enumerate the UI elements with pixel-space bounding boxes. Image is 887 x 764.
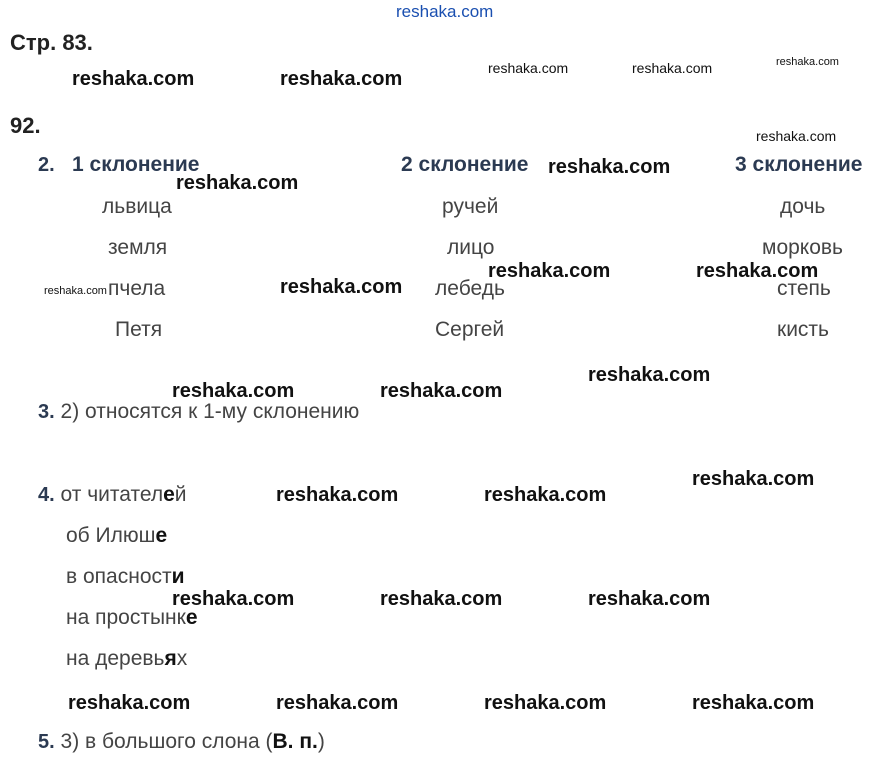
task-4-line-3 <box>66 565 185 589</box>
word-lvitsa: львица <box>102 195 172 218</box>
line-pre: от читател <box>60 483 164 506</box>
declension-3-header: 3 склонение <box>735 153 863 176</box>
task-5-line <box>38 730 325 754</box>
ending-highlight: е <box>185 606 198 629</box>
word-step: степь <box>777 277 831 300</box>
word-kist: кисть <box>777 318 829 341</box>
task-2-number: 2. <box>38 154 55 176</box>
page-label: Стр. 83. <box>10 30 93 55</box>
word-morkov: морковь <box>762 236 843 259</box>
watermark: reshaka.com <box>776 56 839 68</box>
declension-2-header: 2 склонение <box>401 153 529 176</box>
line-pre: в опасност <box>66 565 172 588</box>
word-ruchey: ручей <box>442 195 499 218</box>
watermark: reshaka.com <box>380 588 503 610</box>
watermark: reshaka.com <box>696 260 819 282</box>
ending-highlight: е <box>155 524 168 547</box>
ending-highlight: е <box>163 483 175 506</box>
word-pchela: пчела <box>108 277 166 300</box>
watermark: reshaka.com <box>68 692 191 714</box>
watermark: reshaka.com <box>588 364 711 386</box>
watermark: reshaka.com <box>632 60 713 76</box>
watermark: reshaka.com <box>280 68 403 90</box>
watermark: reshaka.com <box>488 60 569 76</box>
line-post: х <box>176 647 188 670</box>
watermark: reshaka.com <box>548 156 671 178</box>
task-4-number: 4. <box>38 484 55 506</box>
case-label: В. п. <box>272 730 318 753</box>
watermark: reshaka.com <box>44 285 107 297</box>
task-5-number: 5. <box>38 731 55 753</box>
watermark: reshaka.com <box>488 260 611 282</box>
declension-1-header: 1 склонение <box>72 153 200 176</box>
word-petya: Петя <box>115 318 163 341</box>
task-4-line-5 <box>66 647 187 671</box>
line-pre: об Илюш <box>66 524 156 547</box>
watermark: reshaka.com <box>588 588 711 610</box>
word-doch: дочь <box>780 195 826 218</box>
watermark: reshaka.com <box>276 692 399 714</box>
watermark: reshaka.com <box>172 588 295 610</box>
task-5-answer: 3) в большого слона ( <box>60 730 273 753</box>
task-3-number: 3. <box>38 401 55 423</box>
watermark: reshaka.com <box>276 484 399 506</box>
line-post: й <box>174 483 187 506</box>
task-4-line-2 <box>66 524 167 548</box>
watermark: reshaka.com <box>692 468 815 490</box>
exercise-number: 92. <box>10 113 41 138</box>
watermark: reshaka.com <box>72 68 195 90</box>
word-lebed: лебедь <box>435 277 505 300</box>
watermark-top: reshaka.com <box>396 2 494 21</box>
watermark: reshaka.com <box>280 276 403 298</box>
watermark: reshaka.com <box>176 172 299 194</box>
line-pre: на деревь <box>66 647 165 670</box>
task-4-line-1 <box>38 483 187 507</box>
word-sergey: Сергей <box>435 318 505 341</box>
word-zemlya: земля <box>108 236 168 259</box>
line-pre: на простынк <box>66 606 186 629</box>
task-5-close: ) <box>317 730 325 753</box>
ending-highlight: я <box>164 647 177 670</box>
watermark: reshaka.com <box>484 692 607 714</box>
word-litso: лицо <box>447 236 495 259</box>
watermark: reshaka.com <box>756 128 837 144</box>
watermark: reshaka.com <box>484 484 607 506</box>
watermark: reshaka.com <box>172 380 295 402</box>
ending-highlight: и <box>171 565 185 588</box>
watermark: reshaka.com <box>692 692 815 714</box>
task-3-line <box>38 400 359 424</box>
watermark: reshaka.com <box>380 380 503 402</box>
task-3-answer: 2) относятся к 1-му склонению <box>60 400 360 423</box>
